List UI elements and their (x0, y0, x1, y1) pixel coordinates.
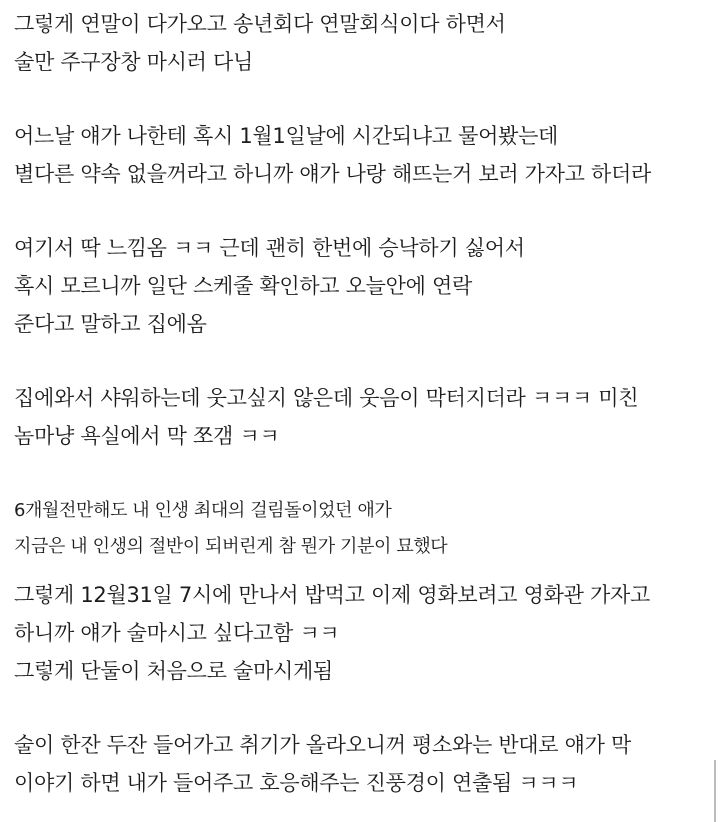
scrollbar[interactable] (714, 760, 716, 822)
text-line: 그렇게 단둘이 처음으로 술마시게됨 (14, 659, 333, 683)
text-line: 지금은 내 인생의 절반이 되버린게 참 뭔가 기분이 묘했다 (14, 536, 448, 557)
text-line: 집에와서 샤워하는데 웃고싶지 않은데 웃음이 막터지더라 ㅋㅋㅋ 미친 (14, 386, 639, 410)
text-line: 그렇게 12월31일 7시에 만나서 밥먹고 이제 영화보려고 영화관 가자고 (14, 583, 650, 607)
text-line: 어느날 얘가 나한테 혹시 1월1일날에 시간되냐고 물어봤는데 (14, 124, 559, 148)
text-line: 하니까 얘가 술마시고 싶다고함 ㅋㅋ (14, 621, 340, 645)
text-line: 놈마냥 욕실에서 막 쪼갬 ㅋㅋ (14, 424, 280, 448)
text-line: 그렇게 연말이 다가오고 송년회다 연말회식이다 하면서 (14, 12, 506, 36)
text-line: 술이 한잔 두잔 들어가고 취기가 올라오니꺼 평소와는 반대로 얘가 막 (14, 733, 631, 757)
text-line: 혹시 모르니까 일단 스케줄 확인하고 오늘안에 연락 (14, 274, 472, 298)
text-line: 6개월전만해도 내 인생 최대의 걸림돌이었던 애가 (14, 500, 392, 521)
text-line: 준다고 말하고 집에옴 (14, 312, 207, 336)
text-line: 별다른 약속 없을꺼라고 하니까 얘가 나랑 해뜨는거 보러 가자고 하더라 (14, 162, 651, 186)
text-line: 술만 주구장창 마시러 다님 (14, 50, 253, 74)
text-line: 이야기 하면 내가 들어주고 호응해주는 진풍경이 연출됨 ㅋㅋㅋ (14, 771, 579, 795)
text-line: 여기서 딱 느낌옴 ㅋㅋ 근데 괜히 한번에 승낙하기 싫어서 (14, 236, 525, 260)
